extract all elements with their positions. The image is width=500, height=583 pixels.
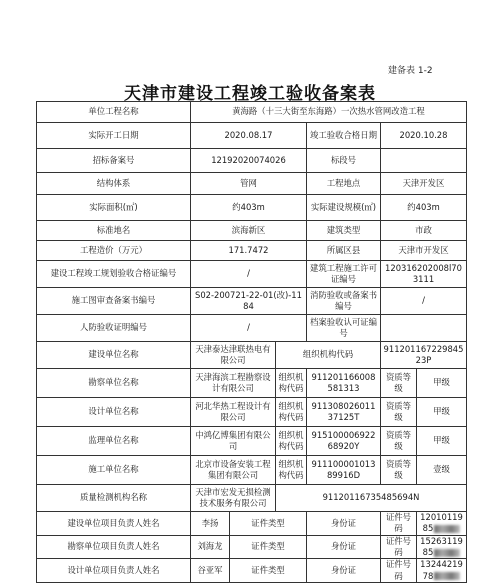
unit-name: 天津泰达津联热电有限公司 [191, 342, 276, 369]
district-label: 所属区县 [307, 241, 381, 261]
start-date-label: 实际开工日期 [37, 123, 191, 149]
cert-no-value [417, 512, 467, 536]
org-code-label: 组织机构代码 [276, 342, 381, 369]
project-name-value: 黄海路（十三大街至东海路）一次热水管网改造工程 [191, 102, 467, 123]
row-cost [37, 241, 467, 261]
permit-label: 建筑工程施工许可证编号 [307, 261, 381, 288]
cert-type-value: 身份证 [307, 559, 381, 583]
org-code-label: 组织机构代码 [276, 456, 307, 485]
cert-no-text: 1324421978 [420, 559, 463, 581]
scale-label: 实际建设规模(㎡) [307, 195, 381, 221]
structure-value: 管网 [191, 173, 307, 195]
qc-name: 天津市宏发无损检测技术服务有限公司 [191, 485, 276, 512]
drawing-value: S02-200721-22-01(改)-1184 [191, 288, 307, 315]
row-project-name [37, 102, 467, 123]
row-planning [37, 261, 467, 288]
qualification-label: 资质等级 [381, 456, 417, 485]
person-name: 刘海龙 [191, 535, 230, 559]
page-title: 天津市建设工程竣工验收备案表 [124, 84, 376, 104]
type-value: 市政 [381, 221, 467, 241]
planning-value: / [191, 261, 307, 288]
cert-no-text: 1201011985 [420, 512, 463, 534]
row-drawing [37, 288, 467, 315]
cert-no-value [417, 535, 467, 559]
row-unit-supervision [37, 427, 467, 456]
cert-no-label: 证件号码 [381, 535, 417, 559]
unit-name: 北京市设备安装工程集团有限公司 [191, 456, 276, 485]
org-code-value: 91510000692268920Y [307, 427, 381, 456]
row-structure [37, 173, 467, 195]
start-date-value: 2020.08.17 [191, 123, 307, 149]
tender-no-label: 招标备案号 [37, 149, 191, 173]
acceptance-date-value: 2020.10.28 [381, 123, 467, 149]
civil-value: / [191, 315, 307, 342]
org-code-value: 91110000101389916D [307, 456, 381, 485]
cert-no-text: 1526311985 [420, 535, 463, 558]
row-unit-design [37, 398, 467, 427]
project-name-label: 单位工程名称 [37, 102, 191, 123]
person-label: 勘察单位项目负责人姓名 [37, 535, 191, 559]
row-tender [37, 149, 467, 173]
row-standard [37, 221, 467, 241]
location-label: 工程地点 [307, 173, 381, 195]
cert-no-label: 证件号码 [381, 559, 417, 583]
org-code-value: 91130802601137125T [307, 398, 381, 427]
org-code-label: 组织机构代码 [276, 427, 307, 456]
qc-label: 质量检测机构名称 [37, 485, 191, 512]
section-no-value [381, 149, 467, 173]
qualification-label: 资质等级 [381, 398, 417, 427]
org-code-label: 组织机构代码 [276, 398, 307, 427]
cert-no-label: 证件号码 [381, 512, 417, 536]
redacted-mark [434, 549, 460, 557]
structure-label: 结构体系 [37, 173, 191, 195]
qualification-label: 资质等级 [381, 369, 417, 398]
unit-label: 建设单位名称 [37, 342, 191, 369]
acceptance-date-label: 竣工验收合格日期 [307, 123, 381, 149]
tender-no-value: 12192020074026 [191, 149, 307, 173]
cost-value: 171.7472 [191, 241, 307, 261]
row-unit-survey [37, 369, 467, 398]
qualification-value: 甲级 [417, 427, 467, 456]
cert-type-label: 证件类型 [230, 559, 307, 583]
fire-label: 消防验收或备案书编号 [307, 288, 381, 315]
location-value: 天津开发区 [381, 173, 467, 195]
type-label: 建筑类型 [307, 221, 381, 241]
standard-label: 标准地名 [37, 221, 191, 241]
standard-value: 滨海新区 [191, 221, 307, 241]
section-no-label: 标段号 [307, 149, 381, 173]
cert-no-value [417, 559, 467, 583]
redacted-mark [434, 572, 460, 580]
org-code-label: 组织机构代码 [276, 369, 307, 398]
person-label: 建设单位项目负责人姓名 [37, 512, 191, 536]
district-value: 天津市开发区 [381, 241, 467, 261]
scale-value: 约403m [381, 195, 467, 221]
unit-name: 河北华热工程设计有限公司 [191, 398, 276, 427]
area-label: 实际面积(㎡) [37, 195, 191, 221]
unit-name: 中鸿亿博集团有限公司 [191, 427, 276, 456]
org-code-value: 91120116722984523P [381, 342, 467, 369]
row-dates [37, 123, 467, 149]
person-name: 谷亚军 [191, 559, 230, 583]
row-quality-check [37, 485, 467, 512]
qualification-value: 甲级 [417, 369, 467, 398]
filing-form-table [36, 101, 467, 583]
qualification-value: 壹级 [417, 456, 467, 485]
cert-type-value: 身份证 [307, 535, 381, 559]
row-person-build [37, 512, 467, 536]
archive-label: 档案验收认可证编号 [307, 315, 381, 342]
cert-type-value: 身份证 [307, 512, 381, 536]
planning-label: 建设工程竣工规划验收合格证编号 [37, 261, 191, 288]
unit-label: 勘察单位名称 [37, 369, 191, 398]
person-label: 设计单位项目负责人姓名 [37, 559, 191, 583]
person-name: 李扬 [191, 512, 230, 536]
redacted-mark [434, 525, 460, 533]
row-unit-construction [37, 456, 467, 485]
fire-value: / [381, 288, 467, 315]
drawing-label: 施工图审查备案书编号 [37, 288, 191, 315]
civil-label: 人防验收证明编号 [37, 315, 191, 342]
cost-label: 工程造价（万元） [37, 241, 191, 261]
unit-label: 监理单位名称 [37, 427, 191, 456]
form-code: 建备表 1-2 [388, 66, 433, 76]
qualification-label: 资质等级 [381, 427, 417, 456]
permit-value: 120316202008l703111 [381, 261, 467, 288]
cert-type-label: 证件类型 [230, 535, 307, 559]
archive-value [381, 315, 467, 342]
org-code-value: 911201166008581313 [307, 369, 381, 398]
unit-label: 施工单位名称 [37, 456, 191, 485]
row-area [37, 195, 467, 221]
row-person-survey [37, 535, 467, 559]
row-civil-defense [37, 315, 467, 342]
row-person-design [37, 559, 467, 583]
row-unit-build [37, 342, 467, 369]
unit-name: 天津海滨工程勘察设计有限公司 [191, 369, 276, 398]
qc-code: 91120116735485694N [276, 485, 467, 512]
area-value: 约403m [191, 195, 307, 221]
qualification-value: 甲级 [417, 398, 467, 427]
unit-label: 设计单位名称 [37, 398, 191, 427]
cert-type-label: 证件类型 [230, 512, 307, 536]
